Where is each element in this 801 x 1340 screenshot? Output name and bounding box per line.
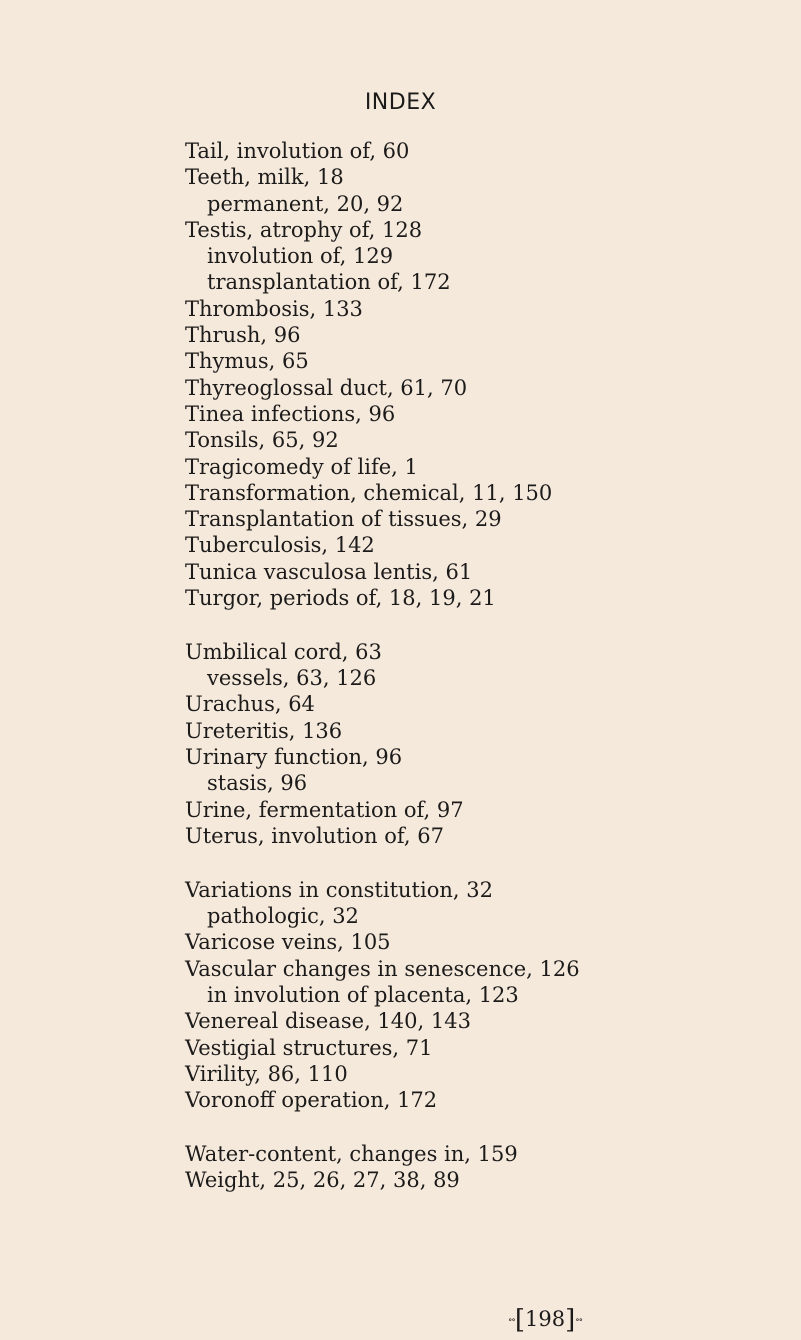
index-section [185,639,745,849]
right-ornament-icon: ∘∘ [575,1315,583,1326]
left-ornament-icon: ∘∘ [508,1315,515,1326]
index-section [185,138,745,611]
index-entry: Urachus, 64 [185,692,315,717]
index-section [185,1141,745,1194]
index-subentry: stasis, 96 [207,771,308,796]
page-title: INDEX [364,90,437,115]
index-entry: Transplantation of tissues, 29 [185,507,502,532]
right-bracket: ] [565,1305,576,1335]
index-entry: Urinary function, 96 [185,745,403,770]
index-entry: Venereal disease, 140, 143 [185,1009,471,1034]
index-entry: Teeth, milk, 18 [185,165,344,190]
index-subentry: transplantation of, 172 [207,270,451,295]
page-number-value: 198 [524,1307,566,1331]
index-entry: Urine, fermentation of, 97 [185,797,464,822]
index-entry: Ureteritis, 136 [185,718,343,743]
index-subentry: pathologic, 32 [207,904,359,929]
index-entry: Voronoff operation, 172 [185,1088,438,1113]
index-entry: Turgor, periods of, 18, 19, 21 [185,586,496,611]
index-entry: Tinea infections, 96 [185,401,396,426]
index-entry: Uterus, involution of, 67 [185,823,444,848]
left-bracket: [ [514,1305,525,1335]
index-entry: Tunica vasculosa lentis, 61 [185,559,473,584]
index-entry: Thrombosis, 133 [185,296,363,321]
index-list [185,138,745,1193]
index-entry: Thymus, 65 [185,349,309,374]
index-entry: Variations in constitution, 32 [185,877,493,902]
page-number [508,1306,582,1334]
index-entry: Testis, atrophy of, 128 [185,217,423,242]
index-section [185,877,745,1114]
index-entry: Water-content, changes in, 159 [185,1141,518,1166]
index-subentry: in involution of placenta, 123 [207,982,519,1007]
index-entry: Tragicomedy of life, 1 [185,454,418,479]
index-entry: Tail, involution of, 60 [185,139,410,163]
index-entry: Vascular changes in senescence, 126 [185,956,580,981]
index-entry: Virility, 86, 110 [185,1061,348,1086]
index-subentry: permanent, 20, 92 [207,191,404,216]
index-entry: Thrush, 96 [185,323,301,348]
index-entry: Thyreoglossal duct, 61, 70 [185,375,468,400]
index-entry: Transformation, chemical, 11, 150 [185,480,553,505]
index-entry: Umbilical cord, 63 [185,639,382,664]
index-entry: Varicose veins, 105 [185,930,391,955]
index-entry: Tuberculosis, 142 [185,533,375,558]
index-entry: Weight, 25, 26, 27, 38, 89 [185,1168,460,1193]
index-entry: Vestigial structures, 71 [185,1035,433,1060]
index-subentry: involution of, 129 [207,244,394,269]
index-entry: Tonsils, 65, 92 [185,428,339,453]
index-subentry: vessels, 63, 126 [207,666,377,691]
